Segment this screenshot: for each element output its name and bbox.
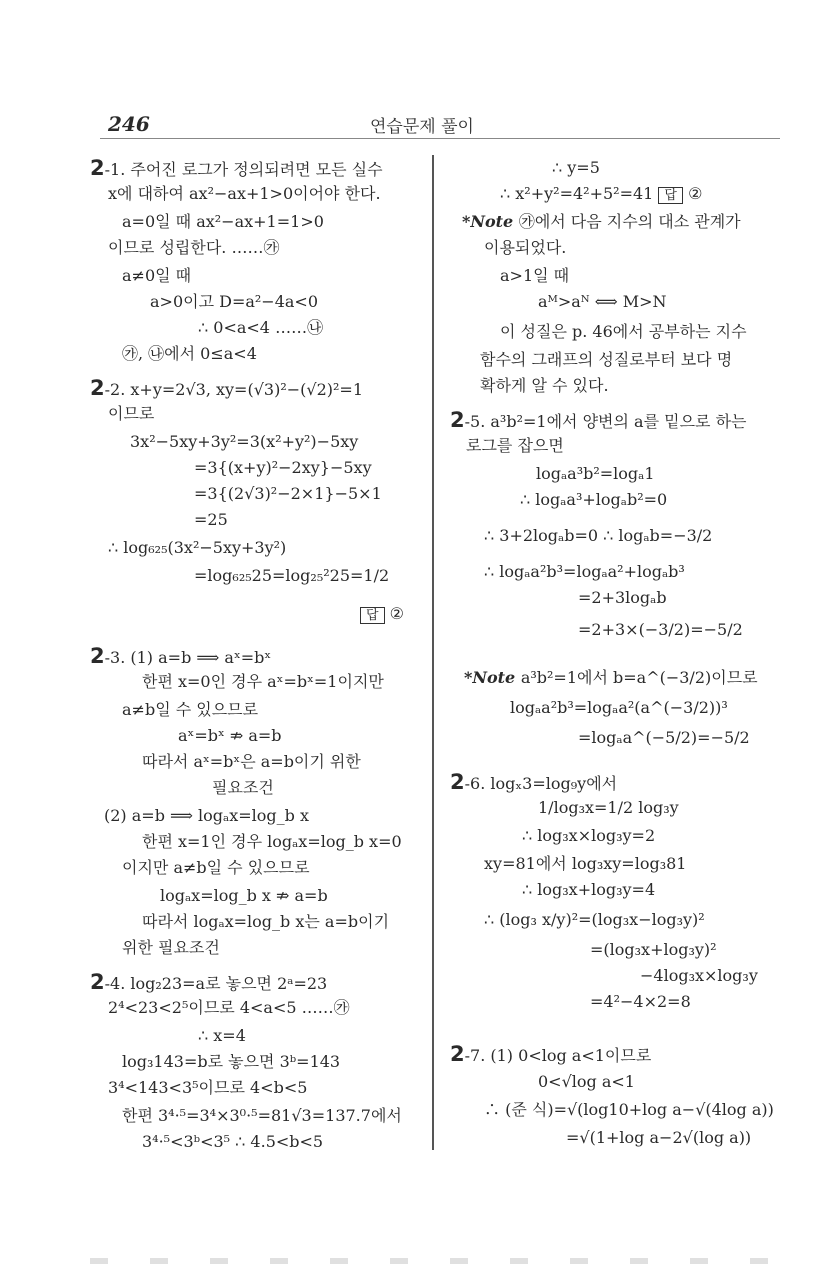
- left-line: [178, 726, 282, 746]
- left-line: [108, 404, 154, 424]
- left-line: [108, 538, 286, 558]
- line-text: 따라서 logₐx=log_b x는 a=b이기: [142, 912, 390, 931]
- left-line: [122, 1106, 402, 1126]
- header-rule: [100, 138, 780, 139]
- left-line: [194, 458, 372, 478]
- right-line: [480, 376, 609, 396]
- left-line: [142, 832, 402, 852]
- left-line: [108, 238, 279, 258]
- line-text: 3x²−5xy+3y²=3(x²+y²)−5xy: [130, 432, 359, 451]
- left-line: [142, 912, 389, 932]
- left-line: [108, 1078, 307, 1098]
- line-text: =log₆₂₅25=log₂₅²25=1/2: [194, 566, 390, 585]
- line-text: aˣ=bˣ ⇏ a=b: [178, 726, 282, 745]
- line-text: 필요조건: [212, 778, 274, 797]
- right-line: [578, 620, 743, 640]
- line-text: ②: [389, 604, 404, 623]
- line-text: aᴹ>aᴺ ⟺ M>N: [538, 292, 667, 311]
- right-line: [450, 410, 746, 432]
- right-line: [538, 292, 667, 312]
- line-text: a>0이고 D=a²−4a<0: [150, 292, 319, 311]
- right-line: [484, 854, 686, 874]
- line-text: =3{(x+y)²−2xy}−5xy: [194, 458, 372, 477]
- line-text: =2+3logₐb: [578, 588, 667, 607]
- right-line: [640, 966, 758, 986]
- problem-number: 2: [450, 408, 465, 432]
- right-line: [466, 436, 564, 456]
- line-text: x에 대하여 ax²−ax+1>0이어야 한다.: [108, 184, 381, 203]
- line-text: ∴ x²+y²=4²+5²=41: [500, 184, 654, 203]
- line-text: ∴ logₐa³+logₐb²=0: [520, 490, 668, 509]
- right-line: [510, 698, 728, 718]
- right-line: [578, 728, 750, 748]
- right-line: [484, 910, 705, 930]
- problem-number: 2: [90, 156, 105, 180]
- left-line: [90, 378, 363, 400]
- left-line: [142, 672, 384, 692]
- line-text: 3⁴·⁵<3ᵇ<3⁵ ∴ 4.5<b<5: [142, 1132, 324, 1151]
- line-text: -2. x+y=2√3, xy=(√3)²−(√2)²=1: [104, 380, 363, 399]
- note-label: *Note: [462, 212, 519, 231]
- problem-number: 2: [90, 644, 105, 668]
- left-line: [122, 344, 257, 364]
- line-text: logₐa³b²=logₐ1: [536, 464, 655, 483]
- right-line: [552, 158, 600, 178]
- left-line: [194, 566, 389, 586]
- right-line: [522, 826, 655, 846]
- right-line: [578, 588, 667, 608]
- right-line: [538, 798, 679, 818]
- line-text: ∴ (log₃ x/y)²=(log₃x−log₃y)²: [484, 910, 705, 929]
- line-text: -1. 주어진 로그가 정의되려면 모든 실수: [104, 160, 383, 179]
- line-text: a≠b일 수 있으므로: [122, 700, 259, 719]
- left-line: [90, 646, 271, 668]
- right-line: [590, 992, 691, 1012]
- right-line: [536, 464, 655, 484]
- right-line: [462, 212, 741, 232]
- left-line: [198, 1026, 246, 1046]
- right-line: [590, 940, 717, 960]
- problem-number: 2: [450, 1042, 465, 1066]
- left-line: [360, 604, 404, 624]
- line-text: logₐx=log_b x ⇏ a=b: [160, 886, 328, 905]
- line-text: ∴ x=4: [198, 1026, 246, 1045]
- line-text: -7. (1) 0<log a<1이므로: [464, 1046, 652, 1065]
- line-text: -5. a³b²=1에서 양변의 a를 밑으로 하는: [464, 412, 747, 431]
- line-text: -4. log₂23=a로 놓으면 2ᵃ=23: [104, 974, 328, 993]
- line-text: =25: [194, 510, 228, 529]
- line-text: 한편 x=0인 경우 aˣ=bˣ=1이지만: [142, 672, 384, 691]
- left-line: [142, 752, 361, 772]
- line-text: 위한 필요조건: [122, 938, 220, 957]
- line-text: a≠0일 때: [122, 266, 192, 285]
- line-text: log₃143=b로 놓으면 3ᵇ=143: [122, 1052, 341, 1071]
- right-line: [484, 526, 712, 546]
- line-text: 확하게 알 수 있다.: [480, 376, 609, 395]
- right-line: [500, 184, 702, 204]
- right-line: [484, 238, 566, 258]
- line-text: =4²−4×2=8: [590, 992, 691, 1011]
- left-line: [122, 700, 258, 720]
- line-text: 이용되었다.: [484, 238, 567, 257]
- left-line: [90, 158, 383, 180]
- line-text: -3. (1) a=b ⟹ aˣ=bˣ: [104, 648, 272, 667]
- right-line: [484, 1100, 774, 1120]
- line-text: -6. logₓ3=log₉y에서: [464, 774, 618, 793]
- left-line: [108, 184, 381, 204]
- right-line: [538, 1072, 635, 1092]
- right-line: [484, 562, 685, 582]
- left-line: [150, 292, 318, 312]
- left-line: [104, 806, 309, 826]
- line-text: 로그를 잡으면: [466, 436, 564, 455]
- column-divider: [432, 155, 434, 1150]
- answer-badge: 답: [658, 187, 683, 204]
- scan-marks: [90, 1258, 790, 1264]
- note-label: *Note: [464, 668, 521, 687]
- left-line: [122, 266, 191, 286]
- line-text: 이 성질은 p. 46에서 공부하는 지수: [500, 322, 747, 341]
- line-text: 함수의 그래프의 성질로부터 보다 명: [480, 350, 733, 369]
- line-text: ∴ logₐa²b³=logₐa²+logₐb³: [484, 562, 685, 581]
- line-text: 이므로: [108, 404, 155, 423]
- line-text: =√(1+log a−2√(log a)): [566, 1128, 752, 1147]
- line-text: −4log₃x×log₃y: [640, 966, 758, 985]
- line-text: ㉮, ㉯에서 0≤a<4: [122, 344, 257, 363]
- right-line: [500, 322, 747, 342]
- right-line: [522, 880, 655, 900]
- left-line: [212, 778, 274, 798]
- left-line: [142, 1132, 323, 1152]
- line-text: ∴ log₃x+log₃y=4: [522, 880, 656, 899]
- line-text: 한편 x=1인 경우 logₐx=log_b x=0: [142, 832, 402, 851]
- page-title: 연습문제 풀이: [370, 117, 474, 137]
- line-text: =3{(2√3)²−2×1}−5×1: [194, 484, 382, 503]
- line-text: 0<√log a<1: [538, 1072, 635, 1091]
- line-text: ∴ 0<a<4 ……㉯: [198, 318, 324, 337]
- line-text: =(log₃x+log₃y)²: [590, 940, 717, 959]
- line-text: a=0일 때 ax²−ax+1=1>0: [122, 212, 324, 231]
- page-number: 246: [108, 112, 150, 136]
- left-line: [194, 484, 382, 504]
- right-line: [520, 490, 667, 510]
- line-text: 3⁴<143<3⁵이므로 4<b<5: [108, 1078, 308, 1097]
- line-text: 이므로 성립한다. ……㉮: [108, 238, 280, 257]
- right-line: [464, 668, 758, 688]
- line-text: (2) a=b ⟹ logₐx=log_b x: [104, 806, 309, 825]
- line-text: logₐa²b³=logₐa²(a^(−3/2))³: [510, 698, 728, 717]
- line-text: 한편 3⁴·⁵=3⁴×3⁰·⁵=81√3=137.7에서: [122, 1106, 402, 1125]
- line-text: 따라서 aˣ=bˣ은 a=b이기 위한: [142, 752, 361, 771]
- right-line: [566, 1128, 751, 1148]
- left-line: [160, 886, 328, 906]
- problem-number: 2: [90, 376, 105, 400]
- left-line: [108, 998, 350, 1018]
- right-line: [480, 350, 732, 370]
- line-text: a>1일 때: [500, 266, 570, 285]
- line-text: ∴ log₆₂₅(3x²−5xy+3y²): [108, 538, 287, 557]
- right-line: [450, 772, 617, 794]
- left-line: [122, 938, 220, 958]
- line-text: ∴ (준 식)=√(log10+log a−√(4log a)): [484, 1100, 774, 1119]
- line-text: a³b²=1에서 b=a^(−3/2)이므로: [520, 668, 758, 687]
- line-text: =logₐa^(−5/2)=−5/2: [578, 728, 750, 747]
- left-line: [198, 318, 323, 338]
- right-line: [500, 266, 569, 286]
- line-text: ㉮에서 다음 지수의 대소 관계가: [518, 212, 741, 231]
- line-text: 2⁴<23<2⁵이므로 4<a<5 ……㉮: [108, 998, 350, 1017]
- left-line: [122, 858, 310, 878]
- problem-number: 2: [450, 770, 465, 794]
- line-text: ∴ log₃x×log₃y=2: [522, 826, 656, 845]
- line-text: 이지만 a≠b일 수 있으므로: [122, 858, 310, 877]
- left-line: [130, 432, 358, 452]
- problem-number: 2: [90, 970, 105, 994]
- left-line: [90, 972, 327, 994]
- answer-value: ②: [682, 184, 703, 203]
- line-text: =2+3×(−3/2)=−5/2: [578, 620, 743, 639]
- line-text: 1/log₃x=1/2 log₃y: [538, 798, 679, 817]
- left-line: [194, 510, 228, 530]
- right-line: [450, 1044, 651, 1066]
- line-text: xy=81에서 log₃xy=log₃81: [484, 854, 687, 873]
- left-line: [122, 212, 324, 232]
- answer-badge: 답: [360, 607, 385, 624]
- line-text: ∴ 3+2logₐb=0 ∴ logₐb=−3/2: [484, 526, 713, 545]
- left-line: [122, 1052, 340, 1072]
- line-text: ∴ y=5: [552, 158, 600, 177]
